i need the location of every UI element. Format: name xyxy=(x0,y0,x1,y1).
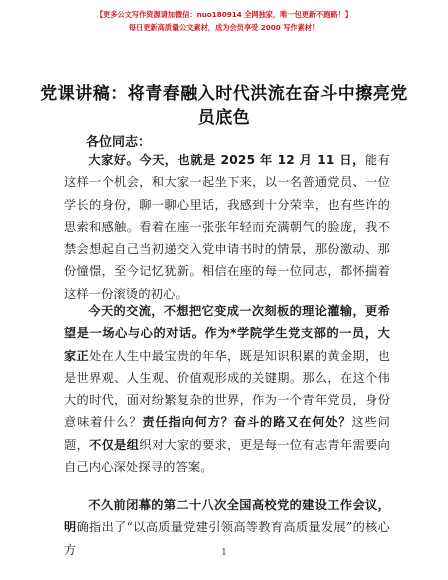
paragraph-1-text: 能有这样一个机会，和大家一起坐下来，以一名普通党员、一位学长的身份，聊一聊心里话，我感到十分荣幸，也有些许的思索和感触。看着在座一张张年轻而充满朝气的脸庞，我不禁会想起自己当初递交入党申请书时的情景，那份激动、那份憧憬，至今记忆犹新。相信在座的每一位同志，都怀揣着这样一份滚烫的初心。 xyxy=(64,153,390,301)
paragraph-2-text-3: 织对大家的要求，更是每一位有志青年需要向自己内心深处探寻的答案。 xyxy=(64,437,390,475)
paragraph-1-bold-lead: 大家好。今天，也就是 2025 年 12 月 11 日， xyxy=(88,153,365,167)
paragraph-2-bold-lead: 今天的交流，不想把它变成一次刻板的理论灌输，更希望是一场心与心的对话。作为*学院学生党支部的一员，大家正 xyxy=(64,304,390,363)
promo-banner-line-2: 每日更新高质量公文素材，成为会员享受 2000 写作素材！ xyxy=(128,23,320,32)
salutation: 各位同志： xyxy=(86,135,152,150)
paragraph-2 xyxy=(64,300,390,478)
paragraph-2-bold-question: 责任指向何方？奋斗的路又在何处？ xyxy=(142,415,352,430)
paragraph-2-text-2: 这些问题， xyxy=(64,415,391,452)
paragraph-1 xyxy=(64,149,390,305)
promo-banner-line-1: 【更多公文写作资源请加微信：nuo180914 全网独家，唯一包更新不跑路！】 xyxy=(95,10,353,19)
paragraph-3-text: 确指出了“以高质量党建引领高等教育高质量发展”的核心方 xyxy=(64,520,390,557)
document-title: 党课讲稿：将青春融入时代洪流在奋斗中擦亮党员底色 xyxy=(40,84,408,128)
paragraph-2-bold-3: 不仅是组 xyxy=(89,437,140,452)
promo-banner xyxy=(0,8,448,34)
page-number: 1 xyxy=(221,548,227,558)
paragraph-2-text-1: 处在人生中最宝贵的年华，既是知识积累的黄金期，也是世界观、人生观、价值观形成的关键期。那么，在这个伟大的时代，面对纷繁复杂的世界，作为一个青年党员，身份意味着什么？ xyxy=(64,348,390,430)
paragraph-3-bold-lead: 不久前闭幕的第二十八次全国高校党的建设工作会议，明 xyxy=(64,498,390,535)
